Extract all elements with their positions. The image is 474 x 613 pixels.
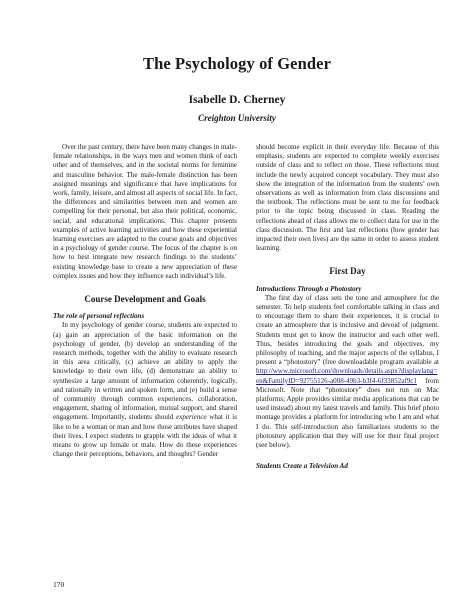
section-heading-first-day: First Day <box>329 266 366 277</box>
author-name: Isabelle D. Cherney <box>188 94 286 106</box>
intro-paragraph: Over the past century, there have been many changes in male-female relationships, in the ways men and women think of each other and of themselves, and in the societal norms for feminine and masculine behavior. The male-female distinction has been assigned meanings and significance that have implications for work, family, leisure, and almost all aspects of social life. In fact, the differences and similarities between men and women are compelling for their personal, but also their political, economic, social, and educational implications. This chapter presents examples of active learning activities and how these experiential learning exercises are adapted to the course goals and objectives in a psychology of gender course. The focus of the chapter is on how to best integrate new research findings to the students’ existing knowledge base to create a new appreciation of these complex issues and how they influence each individual’s life. <box>53 143 237 280</box>
course-goals-paragraph: In my psychology of gender course, students are expected to (a) gain an appreciation of the basic information on the psychology of gender, (b) develop an understanding of the research methods, together with the ability to evaluate research in this area critically, (c) achieve an ability to apply the knowledge to their own life, (d) demonstrate an ability to synthesize a large amount of information coherently, logically, and rationally in written and spoken form, and (e) build a sense of community through common experiences, collaboration, engagement, sharing of information, mutual support, and shared engagement. Importantly, students should experience what it is like to be a woman or man and how those attributes have shaped their lives. I expect students to grapple with the ideas of what it means to grow up female or male. How do these experiences change their perceptions, behaviors, and thoughts? Gender <box>53 321 237 459</box>
author-affiliation: Creighton University <box>198 113 276 123</box>
reflections-paragraph: should become explicit in their everyday life. Because of this emphasis, students are expected to complete weekly exercises outside of class and to reflect on those. These reflections must include the newly acquired concept vocabulary. They must also show the integration of the information from the students’ own observations as well as information from class discussions and the textbook. The reflections must be sent to me for feedback prior to the topic being discussed in class. Reading the reflections ahead of class allows me to collect data for use in the class discussion. The first and last reflections (how gender has impacted their own lives) are the same in order to assess student learning. <box>256 143 439 253</box>
section-heading-course-development: Course Development and Goals <box>84 294 206 305</box>
paper-title: The Psychology of Gender <box>142 54 332 73</box>
right-column <box>256 143 439 472</box>
subheading-photostory: Introductions Through a Photostory <box>256 284 362 293</box>
left-column <box>53 143 237 460</box>
subheading-personal-reflections: The role of personal reflections <box>53 312 145 321</box>
first-day-paragraph: The first day of class sets the tone and atmosphere for the semester. To help students feel comfortable talking in class and to encourage them to share their experiences, it is crucial to create an atmosphere that is inclusive and devoid of judgment. Students must get to know the instructor and each other well. Thus, besides introducing the goals and objectives, my philosophy of teaching, and the major aspects of the syllabus, I present a “photostory” (free downloadable program available at http://www.microsoft.com/downloads/details.aspx?displaylang=en&FamilyID=92755126-a008-49b3-b3f4-6f33852af9c1 from Microsoft. Note that “photostory” does not run on Mac platforms; Apple provides similar media applications that can be used instead) about my latest travels and family. This brief photo montage provides a platform for introducing who I am and what I do. This self-introduction also familiarizes students to the photostory application that they will use for their final project (see below). <box>256 293 439 450</box>
photostory-download-link[interactable]: http://www.microsoft.com/downloads/details.aspx?displaylang=en&FamilyID=92755126-a008-49b3-b3f4-6f33852af9c1 <box>256 367 438 385</box>
subheading-television-ad: Students Create a Television Ad <box>256 462 348 471</box>
page-number: 170 <box>53 580 65 589</box>
